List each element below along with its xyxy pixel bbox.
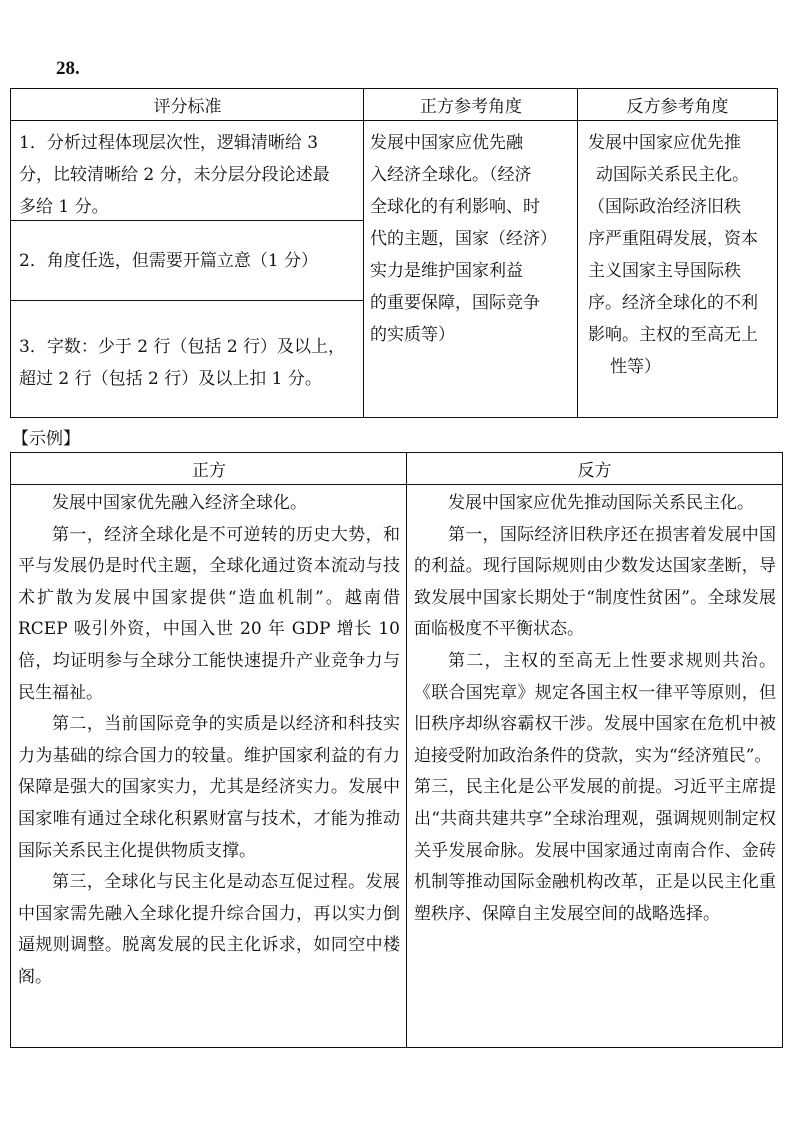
criterion-1-line-1: 1．分析过程体现层次性，逻辑清晰给 3 — [19, 133, 319, 153]
divider — [406, 453, 407, 1047]
pro-angle-line: 实力是维护国家利益 — [370, 261, 523, 281]
pro-paragraph: 发展中国家优先融入经济全球化。 — [52, 493, 307, 513]
divider — [577, 89, 578, 417]
pro-essay — [18, 488, 400, 994]
question-number: 28. — [56, 58, 80, 79]
criterion-3-line-2: 超过 2 行（包括 2 行）及以上扣 1 分。 — [19, 369, 322, 389]
pro-angle-line: 代的主题，国家（经济） — [370, 229, 557, 249]
con-angle-line: （国际政治经济旧秩 — [588, 197, 741, 217]
header-pro: 正方 — [11, 453, 407, 485]
pro-paragraph: 第二，当前国际竞争的实质是以经济和科技实力为基础的综合国力的较量。维护国家利益的有力保障是强大的国家实力，尤其是经济实力。发展中国家唯有通过全球化积累财富与技术，才能为推动国际关系民主化提供物质支撑。 — [18, 714, 400, 861]
criterion-2-line-1: 2．角度任选，但需要开篇立意（1 分） — [19, 251, 319, 271]
con-paragraph: 第三，民主化是公平发展的前提。习近平主席提出“共商共建共享”全球治理观，强调规则制定权关乎发展命脉。发展中国家通过南南合作、金砖机制等推动国际金融机构改革，正是以民主化重塑秩序、保障自主发展空间的战略选择。 — [414, 777, 776, 924]
header-con: 反方 — [407, 453, 782, 485]
criterion-1-line-3: 多给 1 分。 — [19, 197, 109, 217]
con-angle-text — [586, 127, 774, 383]
header-pro-angle: 正方参考角度 — [364, 89, 578, 121]
criterion-1 — [19, 127, 359, 223]
con-angle-line: 序。经济全球化的不利 — [588, 293, 758, 313]
con-paragraph: 发展中国家应优先推动国际关系民主化。 — [448, 493, 754, 513]
criterion-2 — [19, 245, 359, 277]
con-angle-line: 性等） — [610, 357, 661, 377]
divider — [11, 300, 364, 301]
header-scoring-criteria: 评分标准 — [11, 89, 364, 121]
pro-angle-text — [370, 127, 574, 351]
con-angle-line: 动国际关系民主化。 — [596, 165, 749, 185]
criterion-1-line-2: 分，比较清晰给 2 分，未分层分段论述最 — [19, 165, 330, 185]
example-label: 【示例】 — [12, 429, 80, 449]
pro-paragraph: 第一，经济全球化是不可逆转的历史大势，和平与发展仍是时代主题，全球化通过资本流动与技术扩散为发展中国家提供“造血机制”。越南借 RCEP 吸引外资，中国入世 20 年 GDP 增长 10 倍，均证明参与全球分工能快速提升产业竞争力与民生福祉。 — [18, 524, 400, 703]
pro-angle-line: 发展中国家应优先融 — [370, 133, 523, 153]
criterion-3-line-1: 3．字数：少于 2 行（包括 2 行）及以上， — [19, 337, 346, 357]
pro-paragraph: 第三，全球化与民主化是动态互促过程。发展中国家需先融入全球化提升综合国力，再以实力倒逼规则调整。脱离发展的民主化诉求，如同空中楼阁。 — [18, 872, 400, 987]
pro-angle-line: 入经济全球化。（经济 — [370, 165, 532, 185]
criterion-3 — [19, 331, 359, 395]
con-paragraph: 第二，主权的至高无上性要求规则共治。 《联合国宪章》规定各国主权一律平等原则，但旧秩序却纵容霸权干涉。发展中国家在危机中被迫接受附加政治条件的贷款，实为“经济殖民”。 — [414, 650, 776, 766]
pro-angle-line: 的重要保障，国际竞争 — [370, 293, 540, 313]
con-angle-line: 影响。主权的至高无上 — [588, 325, 758, 345]
pro-angle-line: 的实质等） — [370, 325, 455, 345]
scoring-table — [10, 88, 778, 418]
pro-angle-line: 全球化的有利影响、时 — [370, 197, 540, 217]
divider — [363, 89, 364, 417]
con-paragraph: 第一，国际经济旧秩序还在损害着发展中国的利益。现行国际规则由少数发达国家垄断，导致发展中国家长期处于“制度性贫困”。全球发展面临极度不平衡状态。 — [414, 524, 776, 640]
header-con-angle: 反方参考角度 — [578, 89, 777, 121]
con-essay — [414, 488, 776, 930]
con-angle-line: 序严重阻碍发展，资本 — [588, 229, 758, 249]
con-angle-line: 发展中国家应优先推 — [588, 133, 741, 153]
con-angle-line: 主义国家主导国际秩 — [588, 261, 741, 281]
example-table — [10, 452, 783, 1048]
